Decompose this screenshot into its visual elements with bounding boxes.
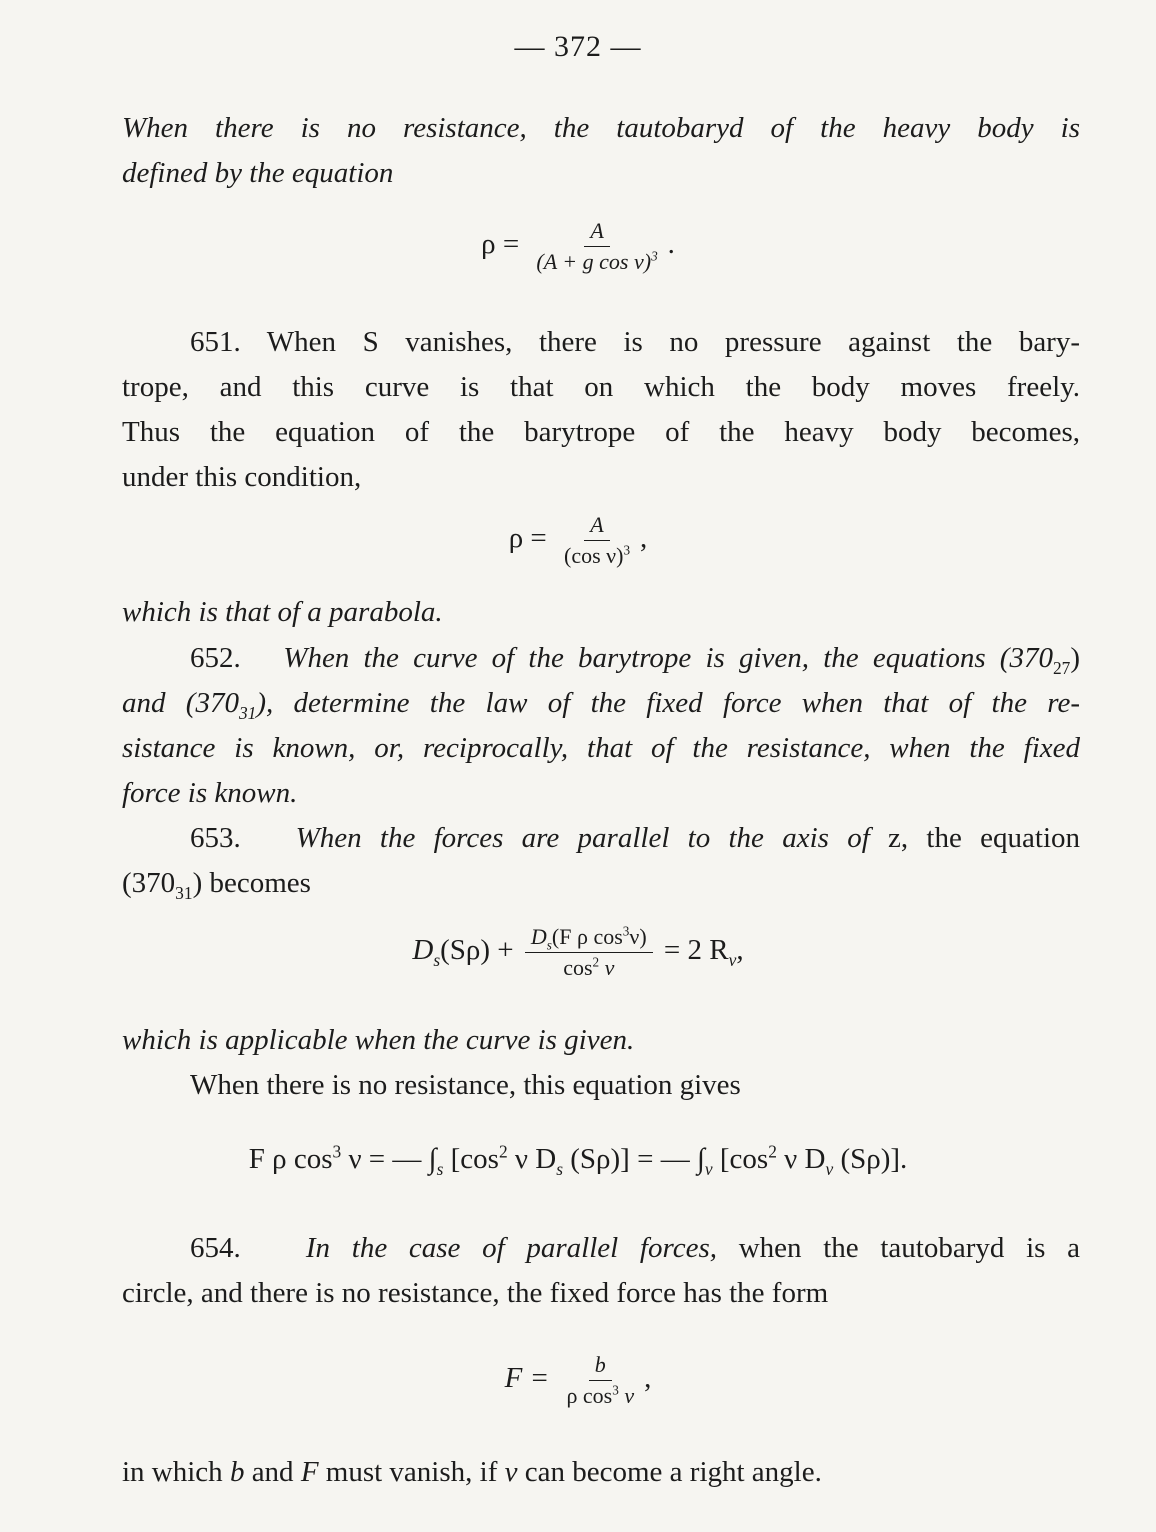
paragraph-text: ν xyxy=(504,1456,518,1488)
eq-lhs: F = xyxy=(504,1362,550,1395)
paragraph-text: can become a right angle. xyxy=(524,1456,822,1488)
eq-lhs: ρ = xyxy=(508,522,547,555)
eq-term: ν D xyxy=(784,1143,826,1175)
paragraph-line: under this condition, xyxy=(122,461,362,493)
equation-tautobaryd xyxy=(0,218,1156,275)
eq-punct: , xyxy=(736,934,744,967)
equation-integral xyxy=(0,1141,1156,1179)
paragraph-text: ) becomes xyxy=(192,867,311,899)
eq-ref-sub: 31 xyxy=(175,882,193,903)
eq-symbol: ν xyxy=(604,955,615,980)
paragraph-line: trope, and this curve is that on which the body moves freely. xyxy=(122,371,1080,403)
eq-denominator xyxy=(560,1381,640,1409)
paragraph-text: when the tautobaryd is a xyxy=(738,1232,1081,1264)
paragraph-line: sistance is known, or, reciprocally, that of the resistance, when the fixed xyxy=(122,732,1080,764)
eq-exponent: 2 xyxy=(592,954,600,970)
eq-exponent: 3 xyxy=(651,248,658,264)
eq-numerator: A xyxy=(584,512,609,541)
equation-parabola xyxy=(0,512,1156,569)
page-number: — 372 — xyxy=(514,30,642,63)
eq-symbol: D xyxy=(412,934,434,967)
paragraph-line: force is known. xyxy=(122,777,298,809)
paragraph-text: and xyxy=(251,1456,294,1488)
eq-fraction xyxy=(560,1352,640,1409)
eq-term: ν = — ∫ xyxy=(348,1143,437,1175)
eq-symbol: ν xyxy=(624,1383,635,1408)
eq-punct: , xyxy=(640,522,648,555)
paragraph-text: z xyxy=(888,822,901,854)
eq-term: ν D xyxy=(514,1143,557,1175)
paragraph-text: In the case of parallel forces, xyxy=(305,1232,717,1264)
eq-denominator-text: (A + g cos ν) xyxy=(536,249,652,274)
eq-denominator-text: (cos ν) xyxy=(564,543,624,568)
eq-exponent: 3 xyxy=(622,923,630,939)
paragraph-line: 651. When S vanishes, there is no pressure against the bary- xyxy=(190,326,1080,358)
eq-denominator xyxy=(557,953,620,981)
eq-punct: . xyxy=(667,228,675,261)
eq-term: (Sρ) + xyxy=(440,934,514,967)
paragraph-line: Thus the equation of the barytrope of the heavy body becomes, xyxy=(122,416,1080,448)
eq-sub: s xyxy=(556,1158,564,1179)
eq-exponent: 3 xyxy=(332,1141,342,1162)
paragraph-text: ), determine the law of the fixed force when that of the re- xyxy=(256,687,1080,719)
eq-exponent: 3 xyxy=(623,542,631,558)
eq-symbol: D xyxy=(530,924,547,949)
paragraph-text: (370 xyxy=(122,867,176,899)
eq-fraction xyxy=(558,512,636,569)
eq-sub: s xyxy=(436,1158,444,1179)
paragraph-text: When the forces are parallel to the axis of xyxy=(295,822,870,854)
paragraph-line: When there is no resistance, the tautobaryd of the heavy body is xyxy=(122,112,1080,144)
eq-term: = 2 R xyxy=(663,934,729,967)
paragraph-line xyxy=(122,863,1080,903)
eq-numerator: b xyxy=(589,1352,612,1381)
eq-exponent: 2 xyxy=(498,1141,508,1162)
section-number: 654. xyxy=(190,1232,241,1264)
eq-lhs: ρ = xyxy=(481,228,520,261)
paragraph-text: F xyxy=(300,1456,319,1488)
paragraph-text: ) xyxy=(1070,642,1081,674)
paragraph-line: When there is no resistance, this equation gives xyxy=(190,1069,741,1101)
paragraph-line: which is that of a parabola. xyxy=(122,596,443,628)
eq-punct: , xyxy=(644,1362,652,1395)
paragraph-line xyxy=(122,1452,1080,1492)
eq-ref-sub: 27 xyxy=(1052,657,1071,678)
eq-exponent: 3 xyxy=(612,1382,619,1398)
section-number: 653. xyxy=(190,822,241,854)
paragraph-line: circle, and there is no resistance, the fixed force has the form xyxy=(122,1277,829,1309)
paragraph-text: in which xyxy=(122,1456,223,1488)
eq-term: F ρ cos xyxy=(248,1143,333,1175)
eq-sub: ν xyxy=(704,1158,713,1179)
paragraph-text: b xyxy=(229,1456,245,1488)
eq-fraction xyxy=(530,218,663,275)
paragraph-line xyxy=(122,638,1080,678)
paragraph-text: and (370 xyxy=(122,687,239,719)
eq-sub: s xyxy=(433,949,441,970)
eq-sub: ν xyxy=(825,1158,834,1179)
eq-denominator xyxy=(530,247,663,275)
paragraph-line: which is applicable when the curve is given. xyxy=(122,1024,635,1056)
eq-term: cos xyxy=(563,955,593,980)
eq-term: (Sρ)]. xyxy=(840,1143,908,1175)
paragraph-line: defined by the equation xyxy=(122,157,394,189)
eq-ref-sub: 31 xyxy=(238,702,257,723)
eq-sub: s xyxy=(546,937,552,953)
eq-term: ν) xyxy=(629,924,647,949)
equation-parallel-forces xyxy=(0,924,1156,981)
eq-fraction xyxy=(525,924,653,981)
paragraph-line xyxy=(122,683,1080,723)
paragraph-text: , the equation xyxy=(900,822,1081,854)
eq-term: (F ρ cos xyxy=(551,924,623,949)
eq-term: ρ cos xyxy=(566,1383,613,1408)
section-number: 652. xyxy=(190,642,241,674)
eq-numerator xyxy=(525,924,653,953)
paragraph-text: When the curve of the barytrope is given, the equations (370 xyxy=(283,642,1053,674)
eq-term: [cos xyxy=(450,1143,499,1175)
eq-term: (Sρ)] = — ∫ xyxy=(570,1143,705,1175)
eq-numerator: A xyxy=(584,218,609,247)
eq-exponent: 2 xyxy=(768,1141,777,1162)
eq-term: [cos xyxy=(719,1143,769,1175)
equation-fixed-force xyxy=(0,1352,1156,1409)
eq-sub: ν xyxy=(728,949,737,970)
paragraph-line xyxy=(122,818,1080,858)
paragraph-line xyxy=(122,1228,1080,1268)
eq-denominator xyxy=(558,541,636,569)
paragraph-text: must vanish, if xyxy=(325,1456,498,1488)
